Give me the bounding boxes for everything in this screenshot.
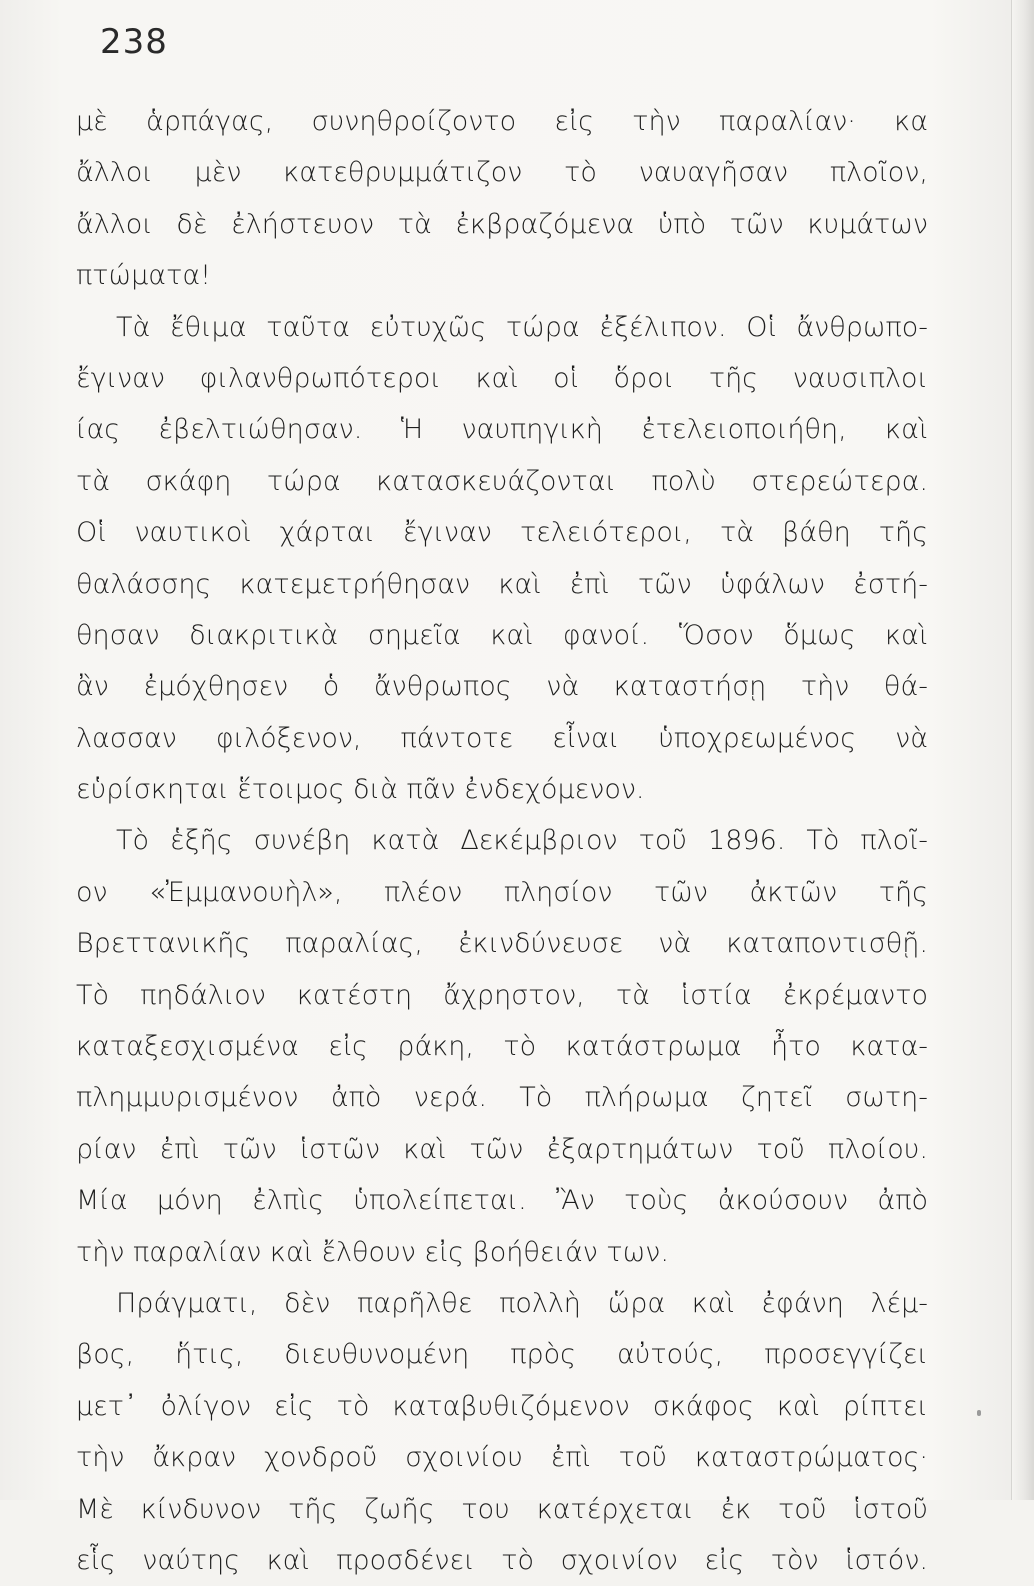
text-line: μετ᾽ ὀλίγον εἰς τὸ καταβυθιζόμενον σκάφος καὶ ρίπτει xyxy=(76,1390,928,1422)
text-line: Τὸ ἑξῆς συνέβη κατὰ Δεκέμβριον τοῦ 1896. Τὸ πλοῖ- xyxy=(116,825,928,857)
text-line: θησαν διακριτικὰ σημεῖα καὶ φανοί. Ὅσον ὅμως καὶ xyxy=(76,619,928,651)
text-line: Μία μόνη ἐλπὶς ὑπολείπεται. Ἂν τοὺς ἀκούσουν ἀπὸ xyxy=(76,1185,928,1217)
text-line: μὲ ἁρπάγας, συνηθροίζοντο εἰς τὴν παραλίαν· κα xyxy=(76,106,928,137)
body-text xyxy=(76,96,928,1586)
text-line: πλημμυρισμένον ἀπὸ νερά. Τὸ πλήρωμα ζητεῖ σωτη- xyxy=(76,1082,928,1114)
text-line: τὴν παραλίαν καὶ ἔλθουν εἰς βοήθειάν των. xyxy=(76,1236,669,1268)
text-line: Οἱ ναυτικοὶ χάρται ἔγιναν τελειότεροι, τὰ βάθη τῆς xyxy=(76,517,928,549)
text-line: Μὲ κίνδυνον τῆς ζωῆς του κατέρχεται ἐκ τοῦ ἱστοῦ xyxy=(76,1493,928,1525)
text-line: Βρεττανικῆς παραλίας, ἐκινδύνευσε νὰ καταποντισθῇ. xyxy=(76,928,928,960)
text-line: εὑρίσκηται ἕτοιμος διὰ πᾶν ἐνδεχόμενον. xyxy=(76,774,645,806)
text-line: ἔγιναν φιλανθρωπότεροι καὶ οἱ ὅροι τῆς ναυσιπλοι xyxy=(76,362,928,394)
text-line: ίας ἐβελτιώθησαν. Ἡ ναυπηγικὴ ἐτελειοποιήθη, καὶ xyxy=(76,414,928,446)
text-line: βος, ἥτις, διευθυνομένη πρὸς αὐτούς, προσεγγίζει xyxy=(76,1339,928,1371)
text-line: θαλάσσης κατεμετρήθησαν καὶ ἐπὶ τῶν ὑφάλων ἐστή- xyxy=(76,568,928,600)
paper-speck xyxy=(977,1410,981,1416)
text-line: Τὸ πηδάλιον κατέστη ἄχρηστον, τὰ ἱστία ἐκρέμαντο xyxy=(76,979,928,1011)
text-line: ον «Ἐμμανουὴλ», πλέον πλησίον τῶν ἀκτῶν τῆς xyxy=(76,876,928,908)
text-line: καταξεσχισμένα εἰς ράκη, τὸ κατάστρωμα ἦτο κατα- xyxy=(76,1031,928,1063)
text-line: ἄλλοι δὲ ἐλήστευον τὰ ἐκβραζόμενα ὑπὸ τῶν κυμάτων xyxy=(76,208,928,240)
text-line: ἄλλοι μὲν κατεθρυμμάτιζον τὸ ναυαγῆσαν πλοῖον, xyxy=(76,157,928,189)
text-line: τὰ σκάφη τώρα κατασκευάζονται πολὺ στερεώτερα. xyxy=(76,465,928,497)
page-number: 238 xyxy=(100,22,168,62)
text-line: λασσαν φιλόξενον, πάντοτε εἶναι ὑποχρεωμένος νὰ xyxy=(76,722,928,754)
text-line: εἷς ναύτης καὶ προσδένει τὸ σχοινίον εἰς τὸν ἱστόν. xyxy=(76,1544,928,1576)
text-line: Πράγματι, δὲν παρῆλθε πολλὴ ὥρα καὶ ἐφάνη λέμ- xyxy=(116,1287,928,1319)
text-line: ἂν ἐμόχθησεν ὁ ἄνθρωπος νὰ καταστήσῃ τὴν θά- xyxy=(76,671,928,703)
text-line: Τὰ ἔθιμα ταῦτα εὐτυχῶς τώρα ἐξέλιπον. Οἱ ἄνθρωπο- xyxy=(116,311,928,343)
text-line: πτώματα! xyxy=(76,260,211,292)
text-line: τὴν ἄκραν χονδροῦ σχοινίου ἐπὶ τοῦ καταστρώματος· xyxy=(76,1442,928,1474)
text-line: ρίαν ἐπὶ τῶν ἱστῶν καὶ τῶν ἐξαρτημάτων τοῦ πλοίου. xyxy=(76,1133,928,1165)
page-edge-shadow xyxy=(1011,0,1034,1500)
